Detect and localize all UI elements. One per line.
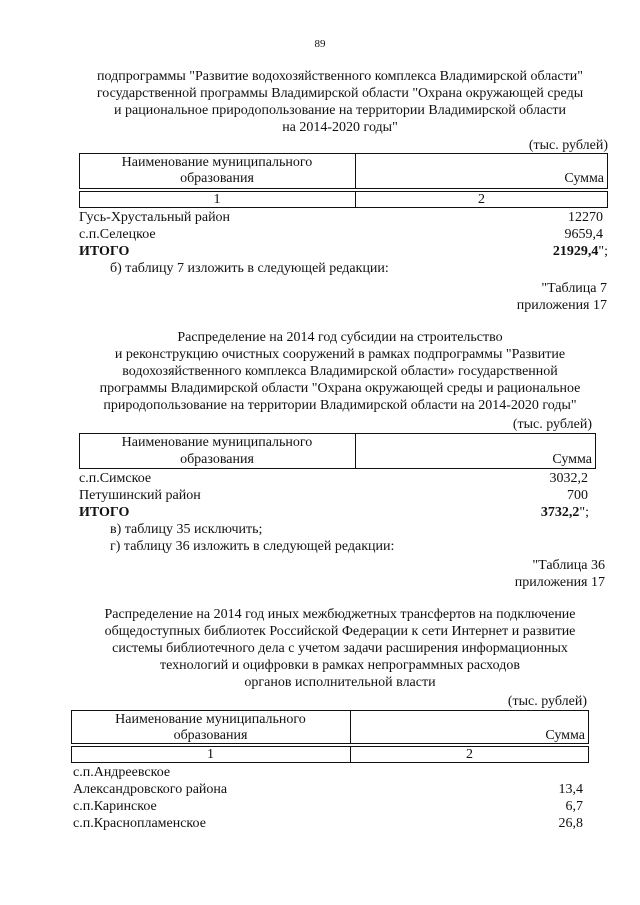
heading-line: общедоступных библиотек Российской Федерации к сети Интернет и развитие xyxy=(104,624,576,639)
header-name-line2: образования xyxy=(180,452,254,467)
header-name-line1: Наименование муниципального xyxy=(121,155,313,170)
heading-line: государственной программы Владимирской области "Охрана окружающей среды xyxy=(96,86,584,101)
row-name: с.п.Краснопламенское xyxy=(73,816,206,831)
total-value xyxy=(400,243,608,260)
column-divider xyxy=(355,153,356,189)
column-divider xyxy=(350,710,351,744)
total-amount: 21929,4 xyxy=(552,244,599,259)
header-name-line2: образования xyxy=(173,728,248,743)
total-amount: 3732,2 xyxy=(540,505,580,520)
heading-line: программы Владимирской области "Охрана окружающей среды и рациональное xyxy=(99,381,581,396)
unit-label: (тыс. рублей) xyxy=(507,694,587,709)
row-name: Александровского района xyxy=(73,782,228,797)
row-value: 9659,4 xyxy=(564,227,603,242)
total-label: ИТОГО xyxy=(79,244,130,259)
heading-line: и реконструкцию очистных сооружений в рамках подпрограммы "Развитие xyxy=(114,347,566,362)
heading-line: природопользование на территории Владимирской области на 2014-2020 годы" xyxy=(103,398,577,413)
row-name: Гусь-Хрустальный район xyxy=(79,210,231,225)
instruction-g: г) таблицу 36 изложить в следующей редакции: xyxy=(110,539,395,554)
header-name-line1: Наименование муниципального xyxy=(121,435,313,450)
numbering-col2: 2 xyxy=(466,747,473,762)
header-sum: Сумма xyxy=(564,171,604,186)
heading-line: на 2014-2020 годы" xyxy=(282,120,398,135)
instruction-b: б) таблицу 7 изложить в следующей редакции: xyxy=(110,261,389,276)
heading-line: Распределение на 2014 год иных межбюджетных трансфертов на подключение xyxy=(104,607,576,622)
row-name: Петушинский район xyxy=(79,488,201,503)
row-name: с.п.Каринское xyxy=(73,799,157,814)
heading-line: и рациональное природопользование на территории Владимирской области xyxy=(114,103,566,118)
heading-line: подпрограммы "Развитие водохозяйственного комплекса Владимирской области" xyxy=(97,69,583,84)
total-suffix: "; xyxy=(579,505,589,520)
table-ref-line1: "Таблица 7 xyxy=(541,281,607,296)
row-value: 3032,2 xyxy=(549,471,588,486)
table-ref-line2: приложения 17 xyxy=(516,298,607,313)
total-label: ИТОГО xyxy=(79,505,130,520)
heading-line: органов исполнительной власти xyxy=(244,675,436,690)
table-ref-line2: приложения 17 xyxy=(514,575,605,590)
row-value: 12270 xyxy=(568,210,603,225)
row-value: 13,4 xyxy=(558,782,583,797)
total-suffix: "; xyxy=(598,244,608,259)
header-sum: Сумма xyxy=(552,452,592,467)
unit-label: (тыс. рублей) xyxy=(528,138,608,153)
row-name: с.п.Симское xyxy=(79,471,152,486)
heading-line: Распределение на 2014 год субсидии на строительство xyxy=(177,330,503,345)
heading-line: технологий и оцифровки в рамках непрограммных расходов xyxy=(160,658,520,673)
column-divider xyxy=(355,433,356,469)
row-name: с.п.Селецкое xyxy=(79,227,156,242)
row-value: 700 xyxy=(567,488,588,503)
numbering-col1: 1 xyxy=(207,747,214,762)
heading-line: водохозяйственного комплекса Владимирской области» государственной xyxy=(122,364,558,379)
numbering-col2: 2 xyxy=(478,192,485,207)
header-name-line1: Наименование муниципального xyxy=(115,712,306,727)
row-name: с.п.Андреевское xyxy=(73,765,171,780)
row-value: 6,7 xyxy=(565,799,583,814)
header-name-line2: образования xyxy=(180,171,254,186)
table-ref-line1: "Таблица 36 xyxy=(532,558,605,573)
numbering-col1: 1 xyxy=(213,192,221,207)
heading-line: системы библиотечного дела с учетом задачи расширения информационных xyxy=(112,641,568,656)
instruction-v: в) таблицу 35 исключить; xyxy=(110,522,263,537)
total-value xyxy=(400,504,589,521)
unit-label: (тыс. рублей) xyxy=(512,417,592,432)
page-number: 89 xyxy=(314,38,326,50)
header-sum: Сумма xyxy=(545,728,585,743)
row-value: 26,8 xyxy=(558,816,583,831)
